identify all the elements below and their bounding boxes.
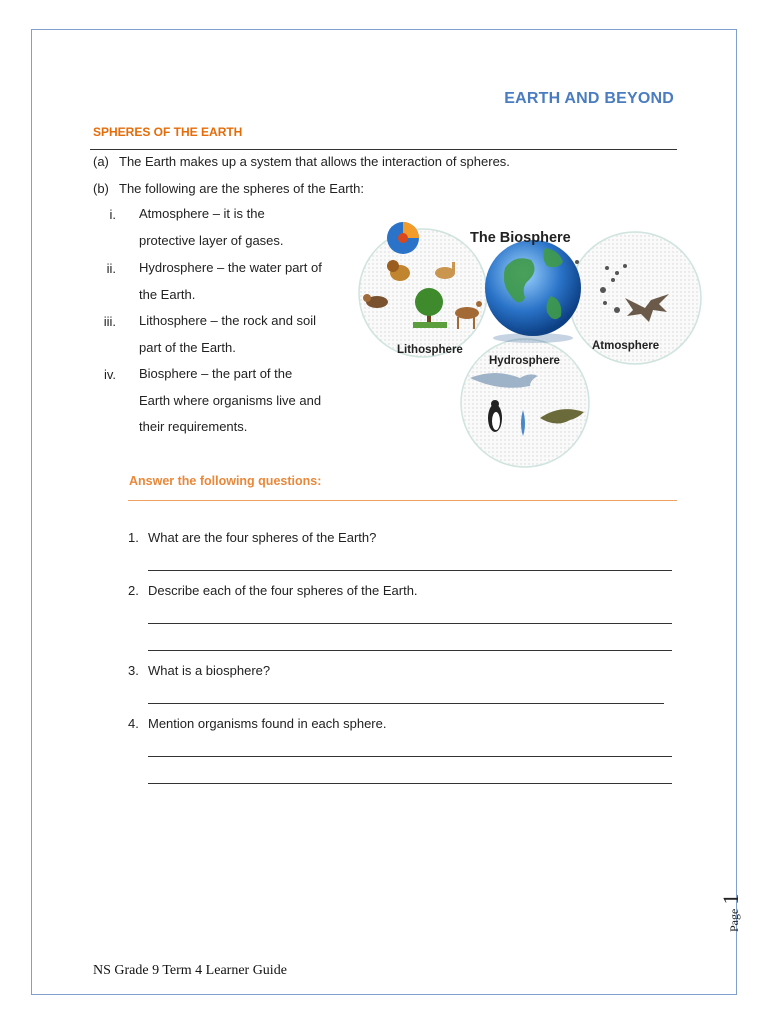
question-1: [128, 530, 376, 545]
question-2: [128, 583, 418, 598]
answer-line[interactable]: [148, 570, 672, 571]
page-title: EARTH AND BEYOND: [504, 90, 674, 107]
answer-line[interactable]: [148, 650, 672, 651]
point-text: The following are the spheres of the Earth:: [119, 181, 364, 196]
point-b: [93, 181, 364, 196]
atmosphere-label: Atmosphere: [592, 340, 660, 352]
question-4: [128, 716, 386, 731]
page-number-value: 1: [718, 893, 743, 905]
list-item-hydrosphere: Hydrosphere – the water part of the Earth.: [139, 260, 322, 302]
answer-line[interactable]: [148, 783, 672, 784]
list-numeral: iii.: [103, 314, 116, 329]
earth-globe-icon: [485, 240, 581, 336]
list-item-atmosphere: Atmosphere – it is the protective layer of gases.: [139, 206, 284, 248]
footer: NS Grade 9 Term 4 Learner Guide: [93, 963, 287, 978]
page-border: [31, 29, 737, 995]
answer-line[interactable]: [148, 623, 672, 624]
page-word: Page: [727, 908, 741, 932]
question-number: 1.: [128, 530, 139, 545]
question-text: What are the four spheres of the Earth?: [148, 530, 377, 545]
question-number: 2.: [128, 583, 139, 598]
biosphere-figure: [355, 218, 705, 468]
section-heading: SPHERES OF THE EARTH: [93, 125, 243, 139]
figure-title: The Biosphere: [470, 230, 571, 246]
answer-line[interactable]: [148, 703, 664, 704]
list-item-biosphere: Biosphere – the part of the Earth where organisms live and their requirements.: [139, 366, 322, 434]
point-a: [93, 154, 510, 169]
hydrosphere-label: Hydrosphere: [489, 355, 560, 367]
heading-rule: [90, 149, 677, 150]
question-text: Describe each of the four spheres of the Earth.: [148, 583, 418, 598]
question-3: [128, 663, 270, 678]
point-label: (a): [93, 154, 109, 169]
list-numeral: iv.: [103, 367, 116, 382]
point-label: (b): [93, 181, 109, 196]
answer-line[interactable]: [148, 756, 672, 757]
question-text: Mention organisms found in each sphere.: [148, 716, 387, 731]
list-numeral: i.: [109, 207, 116, 222]
point-text: The Earth makes up a system that allows the interaction of spheres.: [119, 154, 510, 169]
question-text: What is a biosphere?: [148, 663, 271, 678]
answer-heading: Answer the following questions:: [129, 474, 322, 488]
list-item-lithosphere: Lithosphere – the rock and soil part of the Earth.: [139, 313, 317, 355]
list-numeral: ii.: [106, 261, 116, 276]
page-number: [718, 892, 758, 932]
answer-heading-rule: [128, 500, 677, 501]
question-number: 3.: [128, 663, 139, 678]
lithosphere-label: Lithosphere: [397, 344, 463, 356]
question-number: 4.: [128, 716, 139, 731]
